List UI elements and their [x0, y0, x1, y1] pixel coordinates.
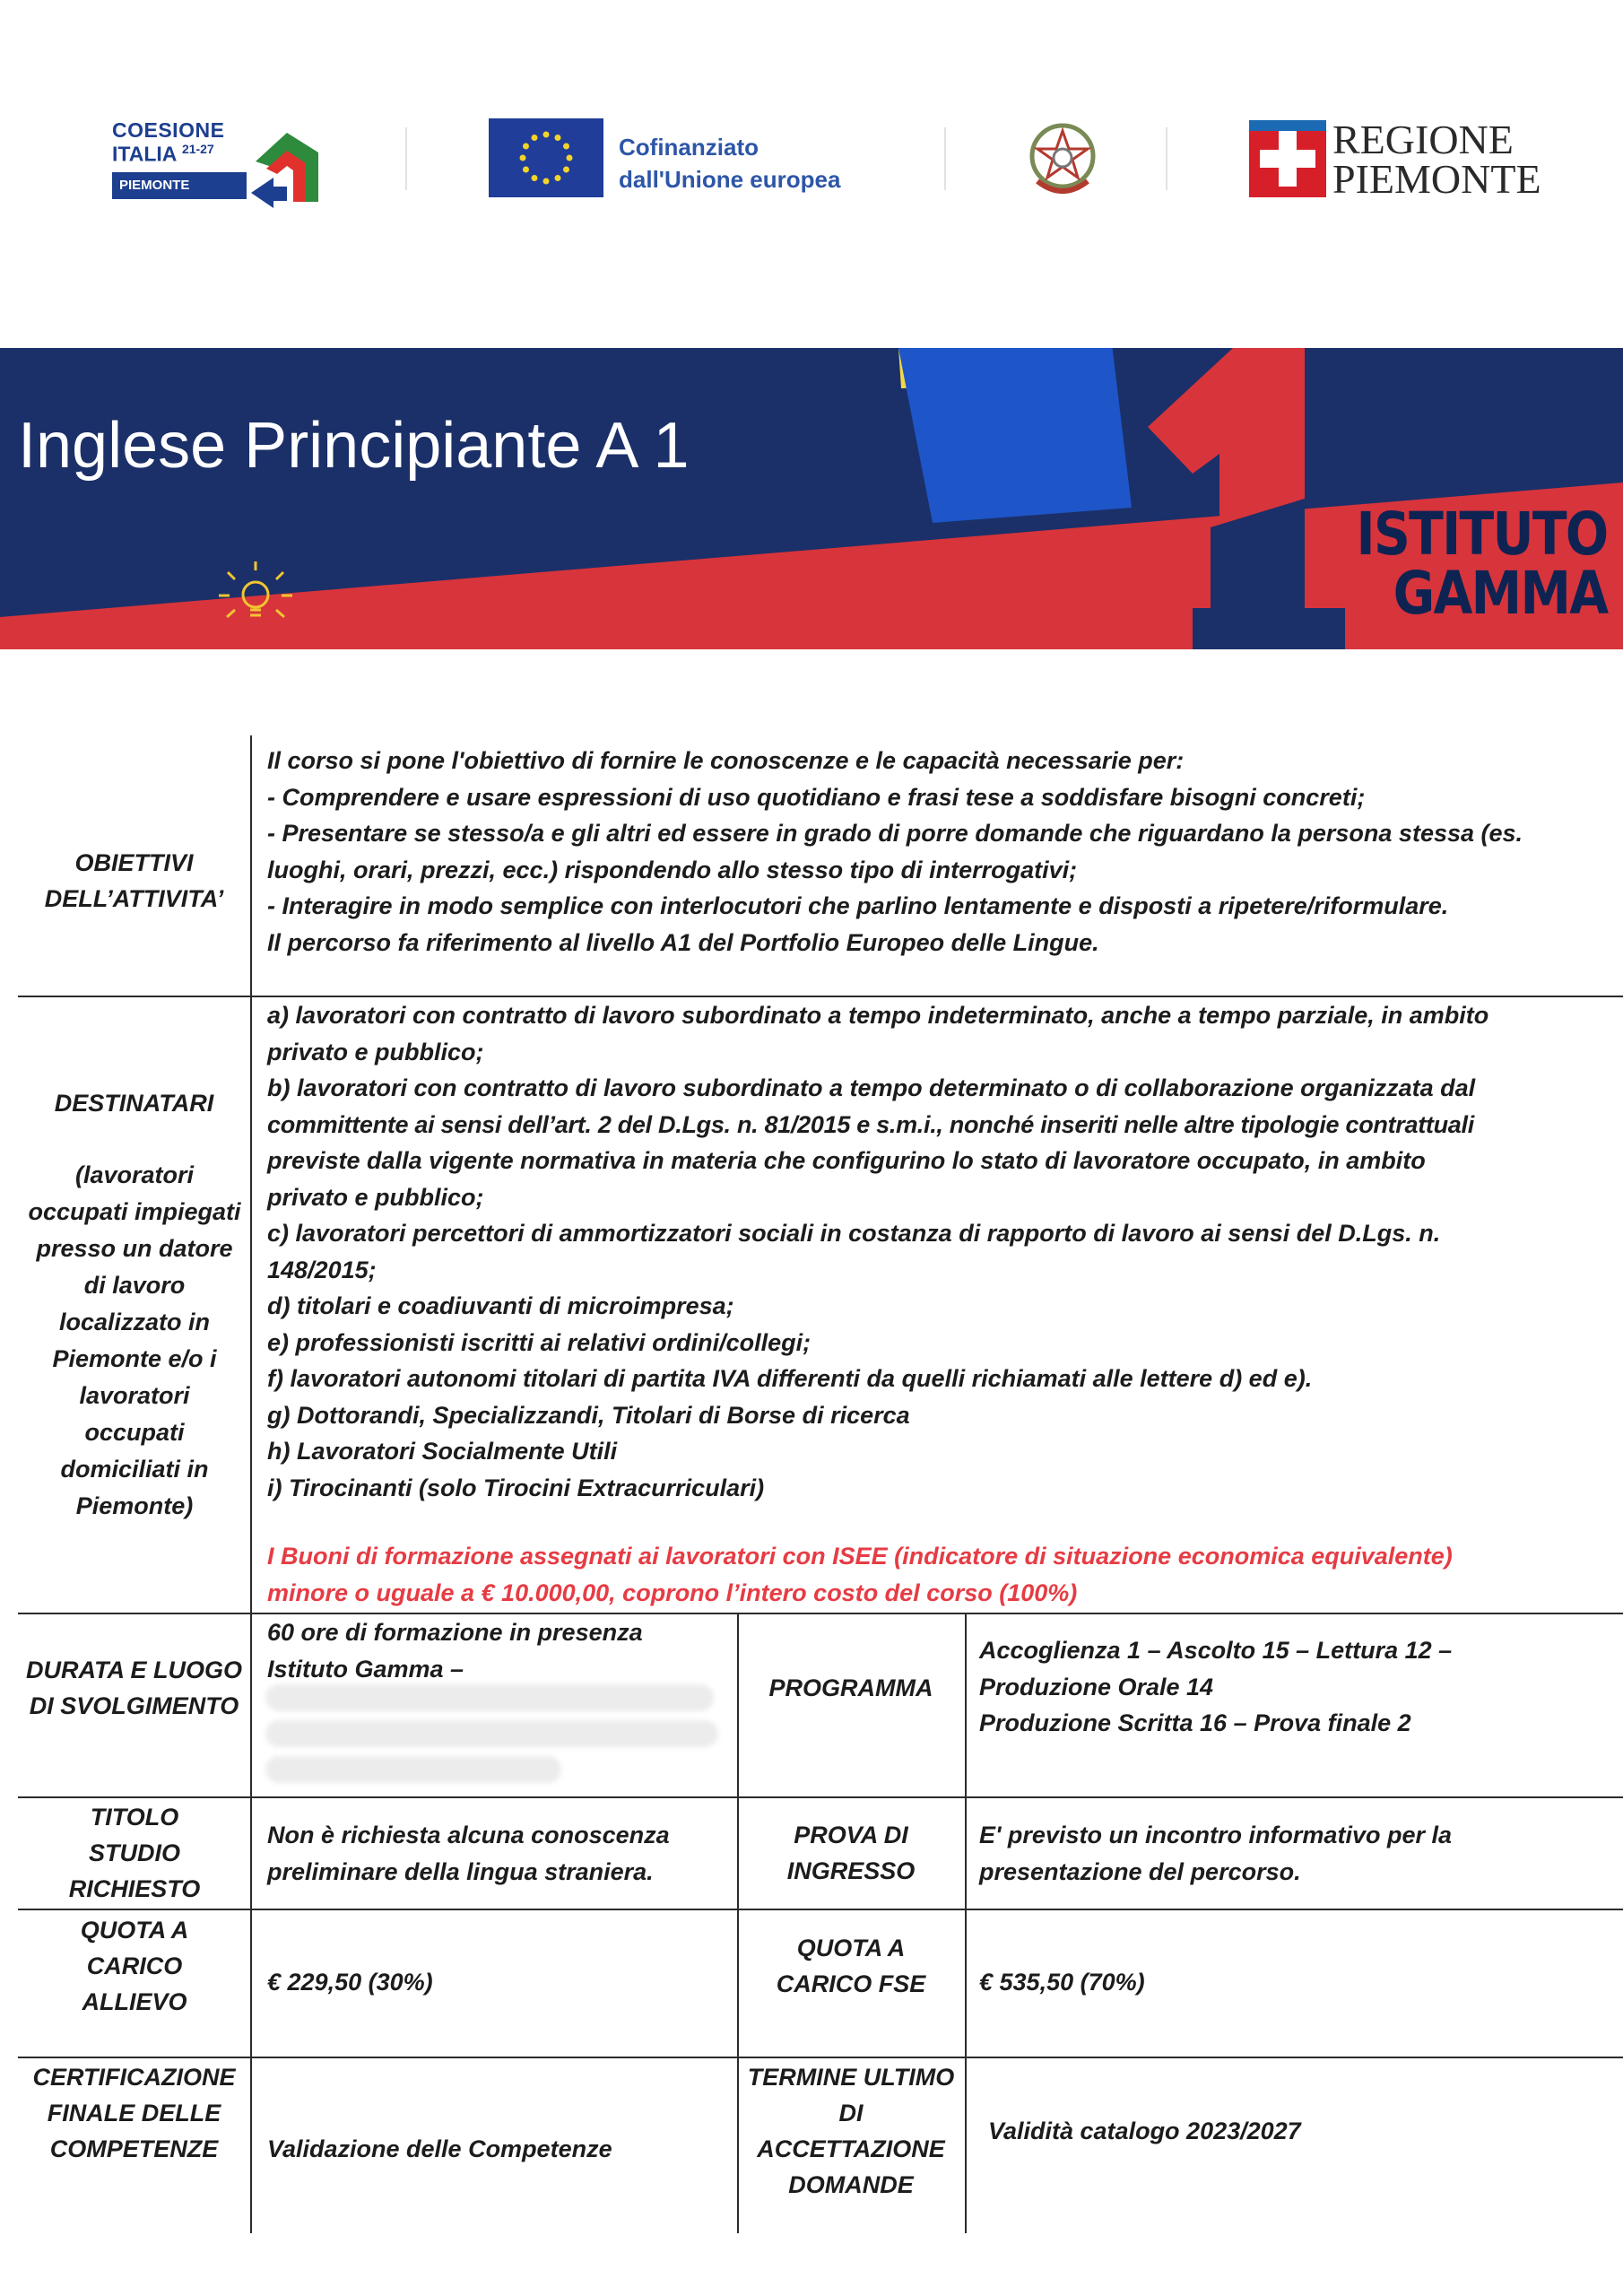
- obiettivi-line: - Interagire in modo semplice con interlocutori che parlino lentamente e disposti a ripetere/riformulare.: [267, 892, 1449, 919]
- termine-label: TERMINE ULTIMO DI ACCETTAZIONE DOMANDE: [747, 2064, 955, 2198]
- destinatari-line: committente ai sensi dell’art. 2 del D.Lgs. n. 81/2015 e s.m.i., nonché inseriti nelle altre tipologie contrattuali: [267, 1110, 1474, 1138]
- certificazione-label: CERTIFICAZIONE FINALE DELLE COMPETENZE: [32, 2064, 236, 2162]
- destinatari-line: a) lavoratori con contratto di lavoro subordinato a tempo indeterminato, anche a tempo parziale, in ambito: [267, 1002, 1489, 1029]
- redacted-address: [265, 1756, 561, 1783]
- destinatari-line: f) lavoratori autonomi titolari di partita IVA differenti da quelli richiamati alle lettere d) ed e).: [267, 1365, 1313, 1392]
- destinatari-line: h) Lavoratori Socialmente Utili: [267, 1438, 618, 1465]
- istituto-gamma-brand: [1315, 500, 1607, 628]
- piemonte-line1: REGIONE: [1332, 117, 1514, 162]
- destinatari-line: privato e pubblico;: [267, 1038, 484, 1065]
- durata-line1: 60 ore di formazione in presenza: [267, 1619, 643, 1646]
- programma-line1: Accoglienza 1 – Ascolto 15 – Lettura 12 –: [979, 1637, 1453, 1664]
- brand-line2: GAMMA: [1393, 559, 1607, 628]
- logo-separator: [405, 127, 407, 190]
- redacted-address: [265, 1720, 718, 1747]
- titolo-label: TITOLO STUDIO RICHIESTO: [68, 1804, 201, 1902]
- italian-republic-emblem-icon: [1025, 118, 1100, 199]
- piemonte-line2: PIEMONTE: [1332, 156, 1541, 202]
- prova-line2: presentazione del percorso.: [979, 1857, 1301, 1885]
- destinatari-line: d) titolari e coadiuvanti di microimpresa;: [267, 1292, 734, 1319]
- titolo-line1: Non è richiesta alcuna conoscenza: [267, 1822, 670, 1848]
- programma-line2: Produzione Orale 14: [979, 1673, 1214, 1700]
- table-row-divider: [18, 2057, 1623, 2058]
- destinatari-line: privato e pubblico;: [267, 1183, 484, 1211]
- destinatari-line: previste dalla vigente normativa in materia che configurino lo stato di lavoratore occupato, in ambito: [267, 1147, 1426, 1174]
- isee-note-line1: I Buoni di formazione assegnati ai lavoratori con ISEE (indicatore di situazione economica equivalente): [267, 1543, 1453, 1570]
- durata-line2: Istituto Gamma –: [267, 1655, 464, 1683]
- piemonte-cross-icon: [1249, 120, 1326, 197]
- destinatari-line: g) Dottorandi, Specializzandi, Titolari di Borse di ricerca: [267, 1401, 910, 1429]
- destinatari-line: b) lavoratori con contratto di lavoro subordinato a tempo determinato o di collaborazione organizzata dal: [267, 1074, 1476, 1101]
- obiettivi-line: luoghi, orari, prezzi, ecc.) rispondendo allo stesso tipo di interrogativi;: [267, 856, 1078, 883]
- course-title: Inglese Principiante A 1: [18, 410, 690, 482]
- coesione-line1: COESIONE: [112, 118, 225, 142]
- redacted-address: [265, 1684, 714, 1711]
- durata-label: DURATA E LUOGO DI SVOLGIMENTO: [26, 1657, 242, 1719]
- durata-text: [267, 1614, 733, 1687]
- prova-text: [979, 1817, 1616, 1890]
- quota-fse-value: € 535,50 (70%): [979, 1969, 1145, 1996]
- destinatari-line: i) Tirocinanti (solo Tirocini Extracurriculari): [267, 1474, 765, 1501]
- titolo-line2: preliminare della lingua straniera.: [267, 1857, 654, 1885]
- quota-fse-label: QUOTA A CARICO FSE: [776, 1935, 926, 1997]
- termine-value: Validità catalogo 2023/2027: [988, 2118, 1301, 2144]
- table-row-divider: [18, 1796, 1623, 1798]
- programma-text: [979, 1632, 1616, 1742]
- course-info-table: [18, 735, 1623, 2260]
- obiettivi-line: Il percorso fa riferimento al livello A1 del Portfolio Europeo delle Lingue.: [267, 928, 1099, 956]
- table-divider: [965, 1613, 967, 2233]
- obiettivi-label: OBIETTIVI DELL’ATTIVITA’: [44, 849, 224, 912]
- prova-label: PROVA DI INGRESSO: [786, 1822, 916, 1884]
- eu-cofinanziato-logo: [489, 118, 892, 199]
- brand-line1: ISTITUTO: [1356, 500, 1607, 569]
- prova-line1: E' previsto un incontro informativo per la: [979, 1822, 1452, 1848]
- coesione-arrow-icon: [247, 126, 327, 208]
- isee-note: [267, 1538, 1621, 1611]
- coesione-region: PIEMONTE: [112, 172, 247, 199]
- eu-line1: Cofinanziato: [619, 134, 759, 161]
- quota-allievo-label: QUOTA A CARICO ALLIEVO: [80, 1917, 189, 2015]
- destinatari-line: e) professionisti iscritti ai relativi ordini/collegi;: [267, 1328, 812, 1356]
- quota-allievo-value: € 229,50 (30%): [267, 1969, 433, 1996]
- coesione-years: 21-27: [181, 142, 214, 156]
- course-banner: [0, 348, 1623, 649]
- destinatari-line: 148/2015;: [267, 1256, 377, 1283]
- obiettivi-line: - Comprendere e usare espressioni di uso quotidiano e frasi tese a soddisfare bisogni concreti;: [267, 783, 1366, 811]
- coesione-line2: [112, 142, 214, 167]
- obiettivi-line: - Presentare se stesso/a e gli altri ed essere in grado di porre domande che riguardano la persona stessa (es.: [267, 820, 1523, 847]
- logo-separator: [944, 127, 946, 190]
- piemonte-text: [1332, 117, 1541, 202]
- destinatari-label: DESTINATARI: [54, 1090, 214, 1117]
- table-row-divider: [18, 1909, 1623, 1910]
- coesione-italia: ITALIA: [112, 142, 177, 166]
- programma-label: PROGRAMMA: [768, 1674, 933, 1701]
- eu-text: [619, 131, 840, 196]
- obiettivi-text: [267, 743, 1612, 961]
- destinatari-text: [267, 997, 1621, 1506]
- obiettivi-line: Il corso si pone l'obiettivo di fornire le conoscenze e le capacità necessarie per:: [267, 747, 1185, 774]
- eu-flag-icon: [489, 118, 603, 197]
- programma-line3: Produzione Scritta 16 – Prova finale 2: [979, 1709, 1411, 1736]
- regione-piemonte-logo: [1249, 117, 1541, 202]
- eu-line2: dall'Unione europea: [619, 166, 841, 193]
- isee-note-line2: minore o uguale a € 10.000,00, coprono l’intero costo del corso (100%): [267, 1578, 1078, 1606]
- coesione-italia-logo: [112, 118, 327, 213]
- logo-strip: [0, 108, 1623, 215]
- logo-separator: [1166, 127, 1167, 190]
- destinatari-sublabel: (lavoratori occupati impiegati presso un datore di lavoro localizzato in Piemonte e/o i lavoratori occupati domiciliati in Piemonte): [28, 1161, 241, 1519]
- titolo-text: [267, 1817, 733, 1890]
- destinatari-line: c) lavoratori percettori di ammortizzatori sociali in costanza di rapporto di lavoro ai sensi del D.Lgs. n.: [267, 1220, 1441, 1247]
- table-row-divider: [18, 1613, 1623, 1614]
- table-divider: [250, 735, 252, 2233]
- certificazione-value: Validazione delle Competenze: [267, 2135, 612, 2162]
